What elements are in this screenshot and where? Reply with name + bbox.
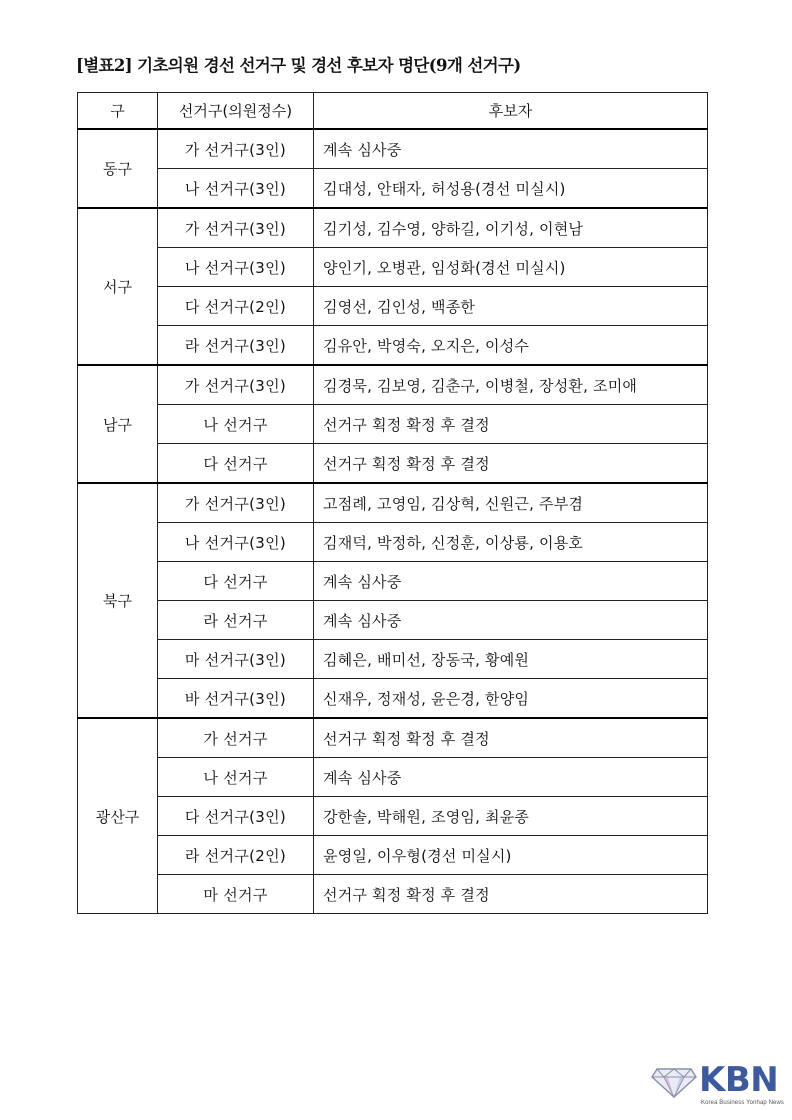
candidates-cell: 고점례, 고영임, 김상혁, 신원근, 주부겸 <box>314 483 708 523</box>
table-row <box>78 405 708 444</box>
table-header-row <box>78 93 708 130</box>
district-cell: 가 선거구(3인) <box>158 129 314 169</box>
district-cell: 나 선거구(3인) <box>158 169 314 209</box>
candidates-cell: 양인기, 오병관, 임성화(경선 미실시) <box>314 248 708 287</box>
candidates-cell: 김기성, 김수영, 양하길, 이기성, 이현남 <box>314 208 708 248</box>
candidates-cell: 김재덕, 박정하, 신정훈, 이상룡, 이용호 <box>314 523 708 562</box>
candidates-cell: 신재우, 정재성, 윤은경, 한양임 <box>314 679 708 719</box>
candidates-cell: 김유안, 박영숙, 오지은, 이성수 <box>314 326 708 366</box>
table-row <box>78 129 708 169</box>
kbn-logo <box>651 1060 784 1112</box>
district-cell: 마 선거구 <box>158 875 314 914</box>
district-cell: 마 선거구(3인) <box>158 640 314 679</box>
candidates-cell: 강한솔, 박해원, 조영임, 최윤종 <box>314 797 708 836</box>
candidates-cell: 선거구 획정 확정 후 결정 <box>314 718 708 758</box>
candidates-cell: 윤영일, 이우형(경선 미실시) <box>314 836 708 875</box>
gu-cell-seogu: 서구 <box>78 208 158 365</box>
table-row <box>78 483 708 523</box>
table-row <box>78 601 708 640</box>
district-cell: 나 선거구 <box>158 405 314 444</box>
district-cell: 라 선거구(3인) <box>158 326 314 366</box>
gu-cell-namgu: 남구 <box>78 365 158 483</box>
table-row <box>78 444 708 484</box>
gu-cell-gwangsangu: 광산구 <box>78 718 158 914</box>
table-row <box>78 562 708 601</box>
district-cell: 가 선거구 <box>158 718 314 758</box>
candidates-cell: 선거구 획정 확정 후 결정 <box>314 444 708 484</box>
candidates-cell: 김대성, 안태자, 허성용(경선 미실시) <box>314 169 708 209</box>
gu-cell-bukgu: 북구 <box>78 483 158 718</box>
candidates-cell: 선거구 획정 확정 후 결정 <box>314 405 708 444</box>
table-row <box>78 248 708 287</box>
table-row <box>78 797 708 836</box>
table-row <box>78 208 708 248</box>
table-row <box>78 836 708 875</box>
district-cell: 다 선거구(3인) <box>158 797 314 836</box>
table-row <box>78 523 708 562</box>
table-row <box>78 365 708 405</box>
logo-tagline: Korea Business Yonhap News <box>701 1100 784 1106</box>
district-cell: 가 선거구(3인) <box>158 483 314 523</box>
table-row <box>78 169 708 209</box>
district-cell: 다 선거구 <box>158 444 314 484</box>
district-cell: 다 선거구(2인) <box>158 287 314 326</box>
table-row <box>78 640 708 679</box>
table-row <box>78 287 708 326</box>
district-cell: 나 선거구(3인) <box>158 523 314 562</box>
table-row <box>78 326 708 366</box>
header-candidates: 후보자 <box>314 93 708 130</box>
table-row <box>78 718 708 758</box>
table-row <box>78 758 708 797</box>
document-title: [별표2] 기초의원 경선 선거구 및 경선 후보자 명단(9개 선거구) <box>76 56 521 75</box>
candidates-cell: 계속 심사중 <box>314 601 708 640</box>
candidates-cell: 김영선, 김인성, 백종한 <box>314 287 708 326</box>
district-cell: 나 선거구 <box>158 758 314 797</box>
candidate-table <box>77 92 708 914</box>
diamond-icon <box>651 1066 697 1098</box>
candidates-cell: 계속 심사중 <box>314 129 708 169</box>
candidates-cell: 계속 심사중 <box>314 562 708 601</box>
logo-brand-text: KBN <box>699 1060 779 1100</box>
district-cell: 라 선거구 <box>158 601 314 640</box>
table-row <box>78 875 708 914</box>
district-cell: 가 선거구(3인) <box>158 208 314 248</box>
district-cell: 가 선거구(3인) <box>158 365 314 405</box>
candidates-cell: 선거구 획정 확정 후 결정 <box>314 875 708 914</box>
header-district: 선거구(의원정수) <box>158 93 314 130</box>
candidates-cell: 김경묵, 김보영, 김춘구, 이병철, 장성환, 조미애 <box>314 365 708 405</box>
candidates-cell: 김혜은, 배미선, 장동국, 황예원 <box>314 640 708 679</box>
table-row <box>78 679 708 719</box>
district-cell: 다 선거구 <box>158 562 314 601</box>
district-cell: 바 선거구(3인) <box>158 679 314 719</box>
district-cell: 나 선거구(3인) <box>158 248 314 287</box>
gu-cell-donggu: 동구 <box>78 129 158 208</box>
district-cell: 라 선거구(2인) <box>158 836 314 875</box>
candidates-cell: 계속 심사중 <box>314 758 708 797</box>
header-gu: 구 <box>78 93 158 130</box>
